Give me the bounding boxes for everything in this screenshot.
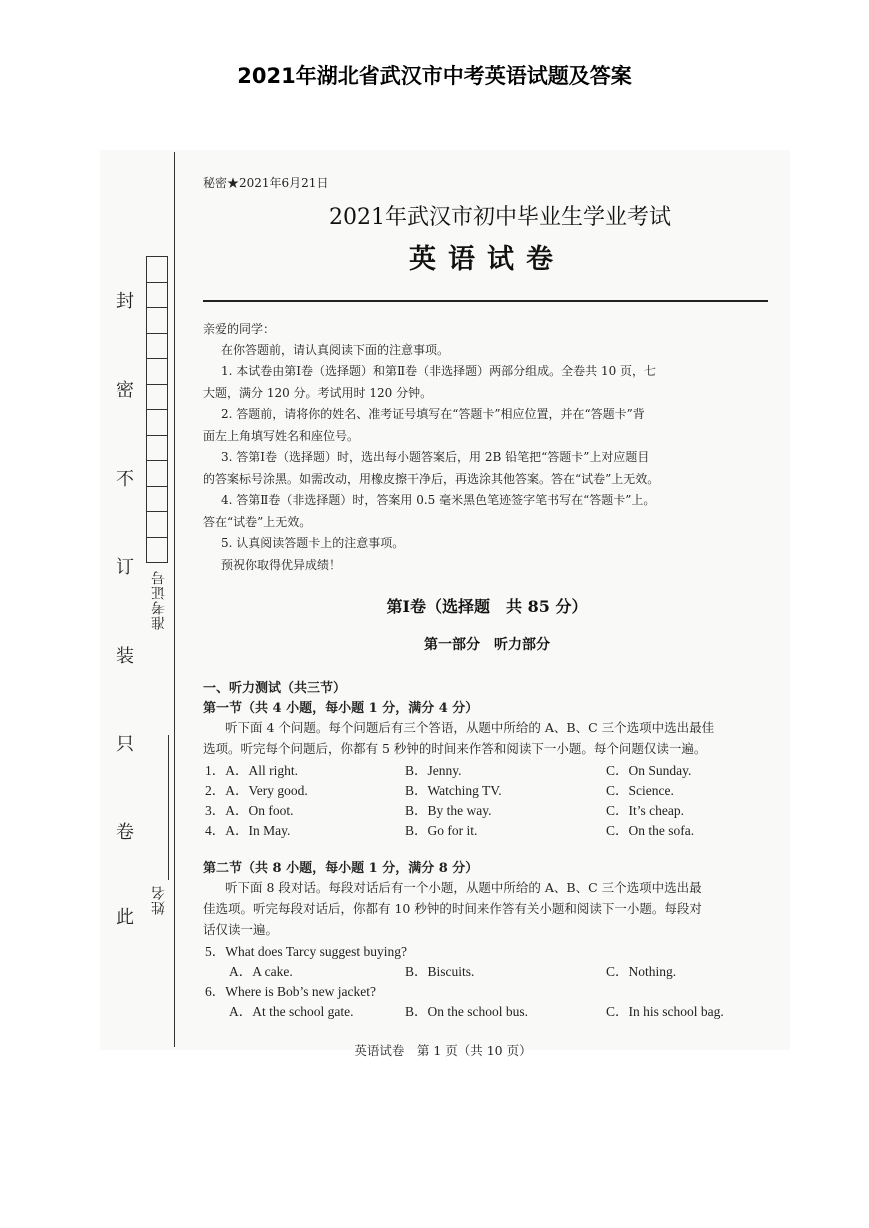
note-line: 4. 答第Ⅱ卷（非选择题）时，答案用 0.5 毫米黑色笔迹签字笔书写在“答题卡”上。 (221, 493, 656, 507)
q6-option-a: A．At the school gate. (229, 1004, 354, 1019)
note-line: 预祝你取得优异成绩！ (221, 558, 342, 572)
q6-option-b: B．On the school bus. (405, 1004, 528, 1019)
q5-option-c: C．Nothing. (606, 964, 677, 979)
q1-option-c: C．On Sunday. (606, 763, 692, 778)
greeting: 亲爱的同学： (203, 322, 276, 336)
note-line: 的答案标号涂黑。如需改动，用橡皮擦干净后，再选涂其他答案。答在“试卷”上无效。 (203, 472, 660, 486)
q5-option-b: B．Biscuits. (405, 964, 475, 979)
q5-option-a: A．A cake. (229, 964, 293, 979)
note-line: 面左上角填写姓名和座位号。 (203, 429, 360, 443)
id-digit-box[interactable] (146, 384, 168, 410)
q2-option-c: C．Science. (606, 783, 674, 798)
id-digit-box[interactable] (146, 511, 168, 537)
q3-option-b: B．By the way. (405, 803, 492, 818)
id-digit-box[interactable] (146, 282, 168, 308)
q3-option-c: C．It’s cheap. (606, 803, 684, 818)
exam-subject: 英语试卷 (409, 244, 565, 275)
admission-number-boxes[interactable] (146, 256, 168, 563)
exam-title: 2021年武汉市初中毕业生学业考试 (329, 205, 671, 230)
note-line: 答在“试卷”上无效。 (203, 515, 312, 529)
binding-char-zhi: 只 (116, 734, 134, 755)
note-line: 1. 本试卷由第Ⅰ卷（选择题）和第Ⅱ卷（非选择题）两部分组成。全卷共 10 页，七 (221, 364, 657, 378)
note-line: 2. 答题前，请将你的姓名、准考证号填写在“答题卡”相应位置，并在“答题卡”背 (221, 407, 645, 421)
note-line: 在你答题前，请认真阅读下面的注意事项。 (221, 343, 450, 357)
binding-char-feng: 封 (116, 291, 134, 312)
binding-char-mi: 密 (116, 380, 134, 401)
part-heading: 第一部分 听力部分 (424, 637, 550, 653)
q6-option-c: C．In his school bag. (606, 1004, 724, 1019)
id-digit-box[interactable] (146, 358, 168, 384)
id-digit-box[interactable] (146, 435, 168, 461)
note-line: 5. 认真阅读答题卡上的注意事项。 (221, 536, 405, 550)
binding-char-ding: 订 (116, 557, 134, 578)
secret-date: 秘密★2021年6月21日 (203, 176, 329, 190)
id-digit-box[interactable] (146, 307, 168, 333)
page-footer: 英语试卷 第 1 页（共 10 页） (354, 1043, 532, 1058)
id-digit-box[interactable] (146, 537, 168, 564)
q6-stem: 6．Where is Bob’s new jacket? (205, 984, 376, 999)
section2-instruction: 话仅读一遍。 (203, 922, 279, 937)
name-label: 姓名 (151, 885, 167, 915)
binding-char-juan: 卷 (116, 822, 134, 843)
q4-option-b: B．Go for it. (405, 823, 478, 838)
binding-char-ci: 此 (116, 907, 134, 928)
id-digit-box[interactable] (146, 486, 168, 512)
section2-instruction: 听下面 8 段对话。每段对话后有一个小题，从题中所给的 A、B、C 三个选项中选出最 (225, 880, 702, 895)
q4-option-c: C．On the sofa. (606, 823, 695, 838)
note-line: 3. 答第Ⅰ卷（选择题）时，选出每小题答案后，用 2B 铅笔把“答题卡”上对应题目 (221, 450, 650, 464)
note-line: 大题，满分 120 分。考试用时 120 分钟。 (203, 386, 433, 400)
section2-heading: 第二节（共 8 小题，每小题 1 分，满分 8 分） (203, 861, 479, 876)
id-digit-box[interactable] (146, 333, 168, 359)
q4-option-a: 4．A．In May. (205, 823, 291, 838)
q3-option-a: 3．A．On foot. (205, 803, 294, 818)
q1-option-b: B．Jenny. (405, 763, 462, 778)
listening-heading: 一、听力测试（共三节） (203, 681, 347, 696)
section1-instruction: 听下面 4 个问题。每个问题后有三个答语，从题中所给的 A、B、C 三个选项中选出最佳 (225, 720, 715, 735)
section1-instruction: 选项。听完每个问题后，你都有 5 秒钟的时间来作答和阅读下一小题。每个问题仅读一遍。 (203, 741, 707, 756)
q1-option-a: 1．A．All right. (205, 763, 298, 778)
section2-instruction: 佳选项。听完每段对话后，你都有 10 秒钟的时间来作答有关小题和阅读下一小题。每段对 (203, 901, 702, 916)
binding-char-zhuang: 装 (116, 646, 134, 667)
q2-option-b: B．Watching TV. (405, 783, 502, 798)
id-digit-box[interactable] (146, 409, 168, 435)
admission-number-label: 准考证号 (151, 570, 167, 630)
volume-heading: 第Ⅰ卷（选择题 共 85 分） (386, 597, 588, 616)
document-title: 2021年湖北省武汉市中考英语试题及答案 (237, 64, 632, 88)
q2-option-a: 2．A．Very good. (205, 783, 308, 798)
header-rule (203, 300, 768, 302)
section1-heading: 第一节（共 4 小题，每小题 1 分，满分 4 分） (203, 701, 479, 716)
q5-stem: 5．What does Tarcy suggest buying? (205, 944, 408, 959)
name-write-line[interactable] (168, 735, 169, 880)
binding-char-bu: 不 (116, 469, 134, 490)
id-digit-box[interactable] (146, 460, 168, 486)
